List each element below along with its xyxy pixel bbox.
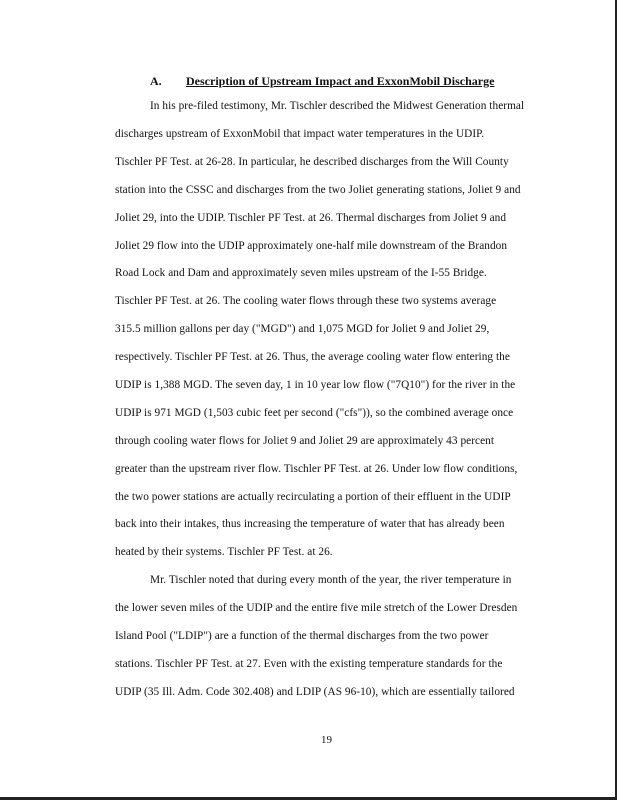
text-line: Road Lock and Dam and approximately seven miles upstream of the I-55 Bridge. (115, 267, 487, 279)
text-line: station into the CSSC and discharges from the two Joliet generating stations, Joliet 9 and (115, 184, 521, 196)
text-line: greater than the upstream river flow. Tischler PF Test. at 26. Under low flow conditions, (115, 463, 518, 475)
section-letter: A. (150, 74, 162, 88)
page-number: 19 (321, 734, 332, 746)
text-line: Mr. Tischler noted that during every month of the year, the river temperature in (150, 574, 512, 586)
section-heading (150, 74, 494, 89)
text-line: back into their intakes, thus increasing the temperature of water that has already been (115, 518, 505, 530)
text-line: respectively. Tischler PF Test. at 26. Thus, the average cooling water flow entering the (115, 351, 510, 363)
text-line: the two power stations are actually recirculating a portion of their effluent in the UDIP (115, 491, 511, 503)
text-line: 315.5 million gallons per day ("MGD") and 1,075 MGD for Joliet 9 and Joliet 29, (115, 323, 490, 335)
text-line: through cooling water flows for Joliet 9 and Joliet 29 are approximately 43 percent (115, 435, 495, 447)
text-line: UDIP is 1,388 MGD. The seven day, 1 in 10 year low flow ("7Q10") for the river in the (115, 379, 516, 391)
text-line: discharges upstream of ExxonMobil that impact water temperatures in the UDIP. (115, 128, 485, 140)
text-line: heated by their systems. Tischler PF Test. at 26. (115, 546, 333, 558)
text-line: UDIP (35 Ill. Adm. Code 302.408) and LDIP (AS 96-10), which are essentially tailored (115, 686, 515, 698)
text-line: the lower seven miles of the UDIP and the entire five mile stretch of the Lower Dresden (115, 602, 518, 614)
text-line: Island Pool ("LDIP") are a function of the thermal discharges from the two power (115, 630, 489, 642)
text-line: Tischler PF Test. at 26-28. In particular, he described discharges from the Will County (115, 156, 509, 168)
text-line: Tischler PF Test. at 26. The cooling water flows through these two systems average (115, 295, 497, 307)
section-title: Description of Upstream Impact and ExxonMobil Discharge (186, 74, 495, 88)
text-line: Joliet 29, into the UDIP. Tischler PF Test. at 26. Thermal discharges from Joliet 9 and (115, 212, 507, 224)
text-line: stations. Tischler PF Test. at 27. Even with the existing temperature standards for the (115, 658, 503, 670)
text-line: In his pre-filed testimony, Mr. Tischler described the Midwest Generation thermal (150, 100, 525, 112)
text-line: UDIP is 971 MGD (1,503 cubic feet per second ("cfs")), so the combined average once (115, 407, 514, 419)
text-line: Joliet 29 flow into the UDIP approximately one-half mile downstream of the Brandon (115, 240, 508, 252)
